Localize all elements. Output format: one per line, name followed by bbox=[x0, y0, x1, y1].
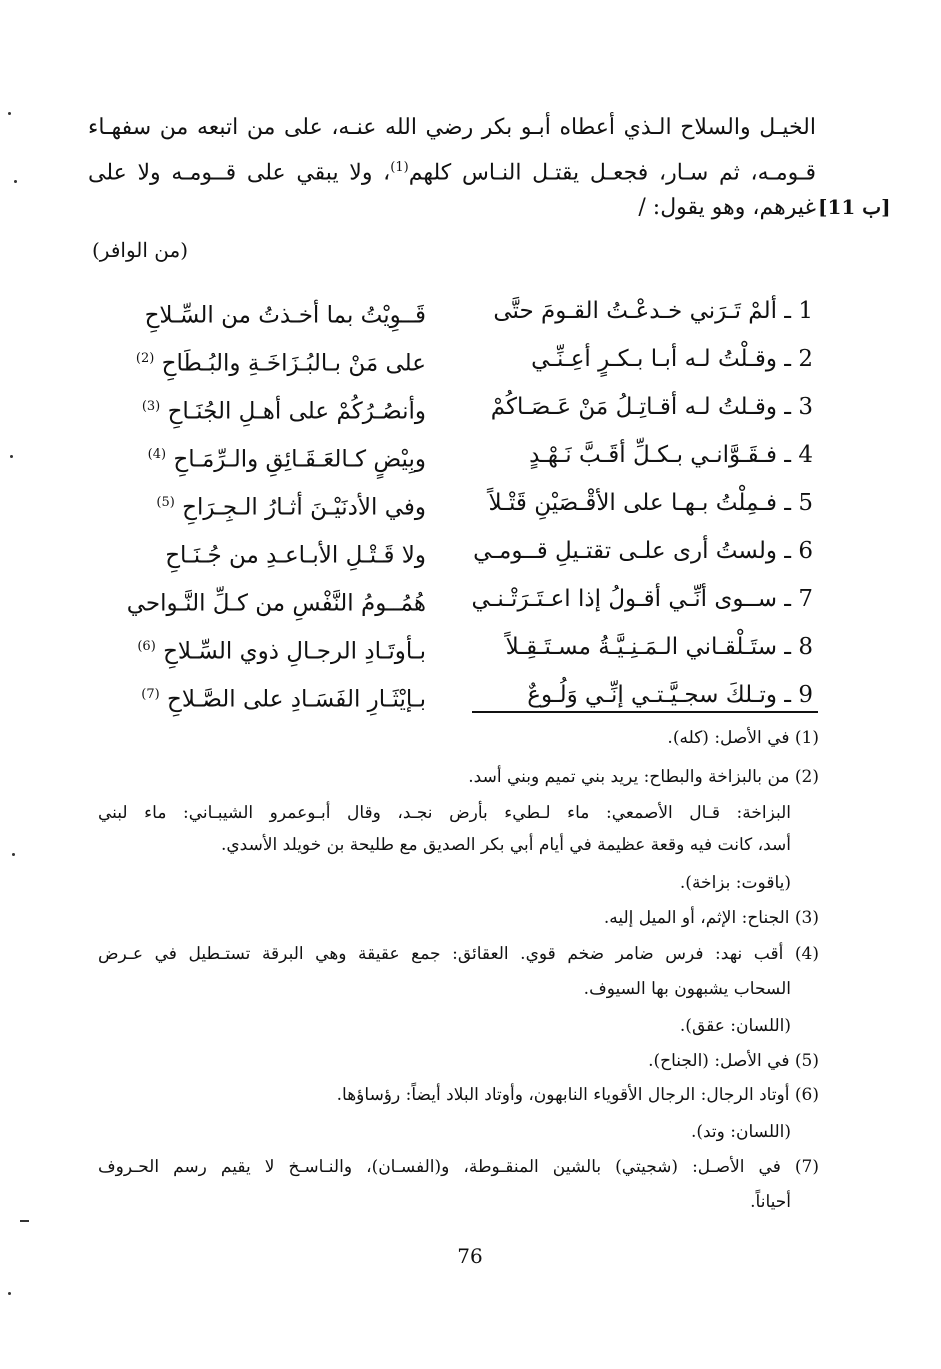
verse-1-first-hemistich: 1 ـ ألمْ تَـرَني خـدعْـتُ القـومَ حتَّى bbox=[493, 298, 813, 324]
footnote-separator bbox=[472, 711, 818, 713]
prose-line-2 bbox=[88, 148, 816, 193]
verse-6-first-hemistich: 6 ـ ولستُ أرى علـى تقتـيلِ قــومـي bbox=[473, 538, 813, 564]
verse-6-second-hemistich bbox=[96, 526, 426, 576]
verse-1-second-text: قَــوِيْتُ بما أخـذتُ من السِّـلاحِ bbox=[144, 302, 426, 329]
verse-9-footnote-ref: (7) bbox=[141, 687, 160, 702]
footnote-5: (5) في الأصل: (الجناح). bbox=[648, 1051, 819, 1071]
verse-7-first-hemistich: 7 ـ ســوى أنِّـي أقـولُ إذا اعـتَـرَتْـنـي bbox=[471, 586, 813, 612]
prose-line-2-text: قـومـه، ثم سـار، فجعـل يقتـل النـاس كلهم bbox=[408, 160, 816, 186]
verse-3-second-text: وأنصُـرُكُمْ على أهـلِ الجُنَـاحِ bbox=[167, 398, 426, 425]
footnote-4-line-a: (4) أقب نهد: فرس ضامر ضخم قوي. العقائق: جمع عقيقة وهي البرقة تستـطيل في عـرض bbox=[98, 944, 819, 964]
footnote-ref-1: (1) bbox=[390, 160, 409, 175]
prose-line-2-tail: ، ولا يبقي على قــومـه ولا على bbox=[88, 160, 391, 186]
verse-5-first-hemistich: 5 ـ فـمِلْتُ بـهـا على الأقْـصَيْنِ قَتْـلاً bbox=[488, 490, 813, 516]
verse-2-footnote-ref: (2) bbox=[135, 351, 155, 366]
verse-4-footnote-ref: (4) bbox=[147, 447, 167, 462]
footnote-4-line-b: السحاب يشبهون بها السيوف. bbox=[583, 979, 791, 999]
footnote-2-line-a: البزاخة: قـال الأصمعي: ماء لـطيء بأرض نجـد، وقال أبـوعمرو الشيبـاني: ماء لبني bbox=[98, 803, 791, 823]
scan-speck bbox=[10, 455, 13, 458]
footnote-3: (3) الجناح: الإثم، أو الميل إليه. bbox=[603, 908, 819, 928]
verse-7-second-hemistich bbox=[96, 574, 426, 624]
verse-5-footnote-ref: (5) bbox=[156, 495, 175, 510]
verse-6-second-text: ولا قَـتْـلِ الأبـاعـدِ من جُـنَـاحِ bbox=[165, 542, 426, 569]
verse-3-second-hemistich bbox=[96, 382, 426, 432]
verse-2-first-hemistich: 2 ـ وقـلْتُ لـه أبـا بـكـرٍ أعِـنِّـي bbox=[531, 346, 813, 372]
footnote-4-line-c: (اللسان: عقق). bbox=[679, 1016, 791, 1036]
verse-9-second-text: بـإيْثَـارِ الفَسَـادِ على الصَّـلاحِ bbox=[167, 686, 426, 713]
footnote-2: (2) من بالبزاخة والبطاح: يريد بني تميم وبني أسد. bbox=[468, 767, 819, 787]
verse-4-second-hemistich bbox=[96, 430, 426, 480]
verse-4-first-hemistich: 4 ـ فـقَـوَّانـي بـكـلِّ أقَـبَّ نَـهْـدٍ bbox=[529, 442, 813, 468]
footnote-1: (1) في الأصل: (كله). bbox=[667, 728, 819, 748]
scan-speck bbox=[14, 180, 17, 183]
verse-8-second-text: بـأوتَـادِ الرجـالِ ذوي السِّـلاحِ bbox=[163, 638, 426, 665]
verse-4-second-text: وبِيْضٍ كـالعَـقَـائِقِ والـرِّمَـاحِ bbox=[173, 446, 426, 473]
footnote-6-line-c: (اللسان: وتد). bbox=[690, 1122, 791, 1142]
verse-8-footnote-ref: (6) bbox=[137, 639, 156, 654]
verse-5-second-text: وفي الأدنَيْـنَ أثـارُ الـجِـرَاحِ bbox=[182, 494, 426, 521]
verse-8-second-hemistich bbox=[96, 622, 426, 672]
prose-line-3: غيرهم، وهو يقول: / bbox=[638, 195, 816, 220]
meter-label: (من الوافر) bbox=[92, 238, 189, 262]
scan-speck bbox=[20, 1220, 29, 1222]
footnote-7-line-a: (7) في الأصـل: (شجيتي) بالشين المنقـوطة، و(الفسـان)، والنـاسـخ لا يقيم رسم الحـروف bbox=[98, 1157, 819, 1177]
scan-speck bbox=[8, 1292, 11, 1295]
verse-9-second-hemistich bbox=[96, 670, 426, 720]
footnote-2-line-c: (ياقوت: بزاخة). bbox=[679, 873, 791, 893]
footnote-7-line-b: أحياناً. bbox=[750, 1192, 791, 1212]
verse-3-first-hemistich: 3 ـ وقـلتُ لـه أقـاتِـلُ مَنْ عَـصَـاكُمْ bbox=[490, 394, 813, 420]
verse-1-second-hemistich bbox=[96, 286, 426, 336]
footnote-2-line-b: أسد، كانت فيه وقعة عظيمة في أيام أبي بكر الصديق مع طليحة بن خويلد الأسدي. bbox=[220, 835, 791, 855]
verse-9-first-hemistich: 9 ـ وتـلكَ سجـيَّـتـي إنِّـي وَلُـوعٌ bbox=[527, 682, 813, 708]
page-number: 76 bbox=[457, 1244, 483, 1268]
verse-2-second-text: على مَنْ بـالبُـزَاخَـةِ والبُـطَاحِ bbox=[161, 350, 426, 377]
verse-3-footnote-ref: (3) bbox=[141, 399, 161, 414]
scan-speck bbox=[12, 853, 15, 856]
verse-8-first-hemistich: 8 ـ ستَـلْقـاني الـمَـنِـيَّـةُ مسـتَـقِـلاً bbox=[505, 634, 813, 660]
verse-7-second-text: هُمُــومُ النَّفْسِ من كـلِّ النَّـواحي bbox=[126, 590, 426, 617]
folio-marker: [11 ب] bbox=[818, 195, 891, 219]
scan-speck bbox=[8, 112, 11, 115]
verse-5-second-hemistich bbox=[96, 478, 426, 528]
verse-2-second-hemistich bbox=[96, 334, 426, 384]
prose-line-1: الخيـل والسلاح الـذي أعطاه أبـو بكر رضي الله عنـه، على من اتبعه من سفهـاء bbox=[88, 115, 816, 140]
footnote-6: (6) أوتاد الرجال: الرجال الأقوياء النابهون، وأوتاد البلاد أيضاً: رؤساؤها. bbox=[336, 1085, 819, 1105]
